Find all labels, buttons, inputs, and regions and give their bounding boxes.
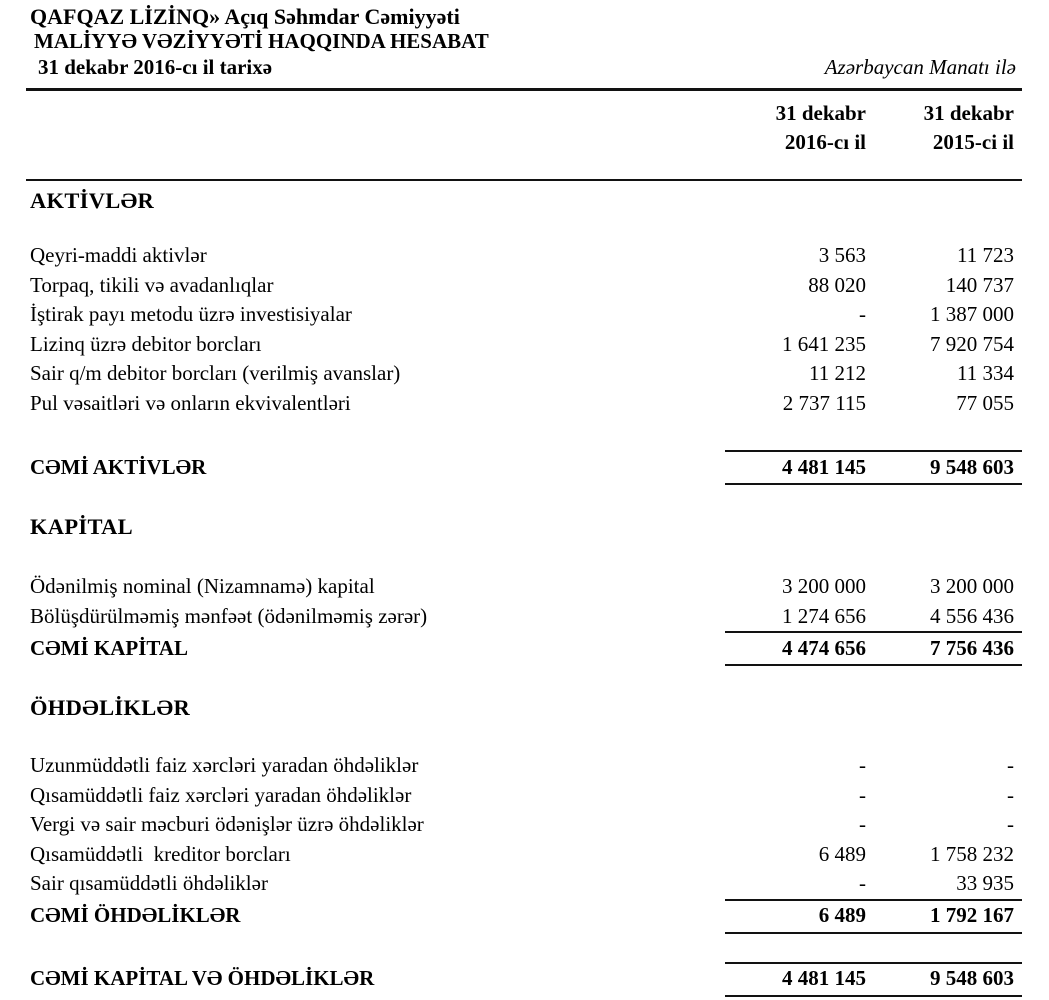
value-2015: 33 935 [956,871,1014,895]
table-row [30,241,1022,271]
statement-title: MALİYYƏ VƏZİYYƏTİ HAQQINDA HESABAT [34,29,489,53]
grand-total-label: CƏMİ KAPİTAL VƏ ÖHDƏLİKLƏR [30,966,375,991]
value-2016: - [859,302,866,326]
total-value-2015: 7 756 436 [930,635,1014,660]
row-label: Ödənilmiş nominal (Nizamnamə) kapital [30,574,375,598]
value-2016: 2 737 115 [782,390,866,415]
row-label: Vergi və sair məcburi ödənişlər üzrə öhdəliklər [30,812,424,836]
value-2015: 1 758 232 [930,841,1014,866]
value-2015: - [1007,782,1014,807]
value-2015: 11 723 [957,243,1014,267]
table-row [30,330,1022,360]
section-heading-aktivler: AKTİVLƏR [30,188,155,213]
document-header [30,4,1022,88]
value-2016: 3 563 [818,243,866,267]
table-row [30,810,1022,840]
currency-note: Azərbaycan Manatı ilə [824,55,1016,79]
value-2016: 11 212 [809,361,866,385]
value-2015: 3 200 000 [930,574,1014,598]
total-row-kapital [30,633,1022,664]
value-2015: - [1007,812,1014,836]
column-header-2015-line2: 2015-ci il [932,130,1014,154]
total-value-2015: 1 792 167 [930,903,1014,928]
value-2015: 1 387 000 [930,302,1014,326]
ohdelikler-rows [30,751,1022,899]
grand-total-row [30,964,1022,995]
section-heading-kapital: KAPİTAL [30,514,133,539]
total-value-2016: 6 489 [818,903,866,928]
row-label: Sair q/m debitor borcları (verilmiş avanslar) [30,361,401,385]
column-headers [30,91,1022,179]
grand-total-value-2015: 9 548 603 [930,966,1014,991]
value-2016: 6 489 [818,841,866,866]
row-label: Qısamüddətli faiz xərcləri yaradan öhdəliklər [30,782,412,807]
column-header-spacer [30,99,725,157]
total-rule-bottom [725,932,1022,934]
total-value-2016: 4 474 656 [782,635,866,660]
value-2015: 4 556 436 [930,603,1014,628]
grand-total-block [30,962,1022,997]
value-2016: - [859,871,866,895]
value-2015: 7 920 754 [930,331,1014,356]
grand-total-rule-bottom [725,995,1022,997]
table-row [30,751,1022,781]
table-row [30,869,1022,899]
total-label: CƏMİ AKTİVLƏR [30,454,207,479]
value-2016: 1 641 235 [782,331,866,356]
value-2015: - [1007,753,1014,777]
table-row [30,781,1022,811]
total-value-2015: 9 548 603 [930,454,1014,479]
column-header-divider [26,179,1022,181]
total-rule-bottom [725,664,1022,666]
column-header-2015-line1: 31 dekabr [923,101,1014,125]
total-value-2016: 4 481 145 [782,454,866,479]
row-label: İştirak payı metodu üzrə investisiyalar [30,302,352,326]
row-label: Torpaq, tikili və avadanlıqlar [30,272,274,297]
row-label: Qeyri-maddi aktivlər [30,243,207,267]
row-label: Pul vəsaitləri və onların ekvivalentləri [30,390,351,415]
row-label: Uzunmüddətli faiz xərcləri yaradan öhdəliklər [30,753,419,777]
table-row [30,840,1022,870]
date-currency-row [30,54,1022,88]
table-row [30,359,1022,389]
section-ohdelikler [30,694,1022,934]
column-header-2016 [725,99,872,157]
column-header-2016-line1: 31 dekabr [775,101,866,125]
grand-total-value-2016: 4 481 145 [782,966,866,991]
table-row [30,602,1022,632]
kapital-rows [30,572,1022,631]
total-rule-bottom [725,483,1022,485]
table-row [30,572,1022,602]
value-2016: - [859,812,866,836]
row-label: Qısamüddətli kreditor borcları [30,841,291,866]
company-name: QAFQAZ LİZİNQ» Açıq Səhmdar Cəmiyyəti [30,4,460,29]
value-2016: - [859,782,866,807]
value-2016: 1 274 656 [782,603,866,628]
row-label: Sair qısamüddətli öhdəliklər [30,871,268,895]
column-header-2015 [872,99,1022,157]
section-aktivler [30,187,1022,485]
value-2015: 11 334 [957,361,1014,385]
aktivler-rows [30,241,1022,418]
table-row [30,300,1022,330]
total-row-ohdelikler [30,901,1022,932]
statement-date: 31 dekabr 2016-cı il tarixə [38,55,273,79]
section-heading-ohdelikler: ÖHDƏLİKLƏR [30,695,191,720]
value-2015: 140 737 [945,272,1014,297]
column-header-2016-line2: 2016-cı il [784,130,866,154]
row-label: Bölüşdürülməmiş mənfəət (ödənilməmiş zərər) [30,603,428,628]
table-row [30,389,1022,419]
row-label: Lizinq üzrə debitor borcları [30,331,262,356]
section-kapital [30,513,1022,666]
value-2015: 77 055 [956,390,1014,415]
value-2016: - [859,753,866,777]
total-label: CƏMİ ÖHDƏLİKLƏR [30,903,241,928]
table-row [30,271,1022,301]
total-row-aktivler [30,452,1022,483]
value-2016: 3 200 000 [782,574,866,598]
total-label: CƏMİ KAPİTAL [30,635,189,660]
value-2016: 88 020 [808,272,866,297]
